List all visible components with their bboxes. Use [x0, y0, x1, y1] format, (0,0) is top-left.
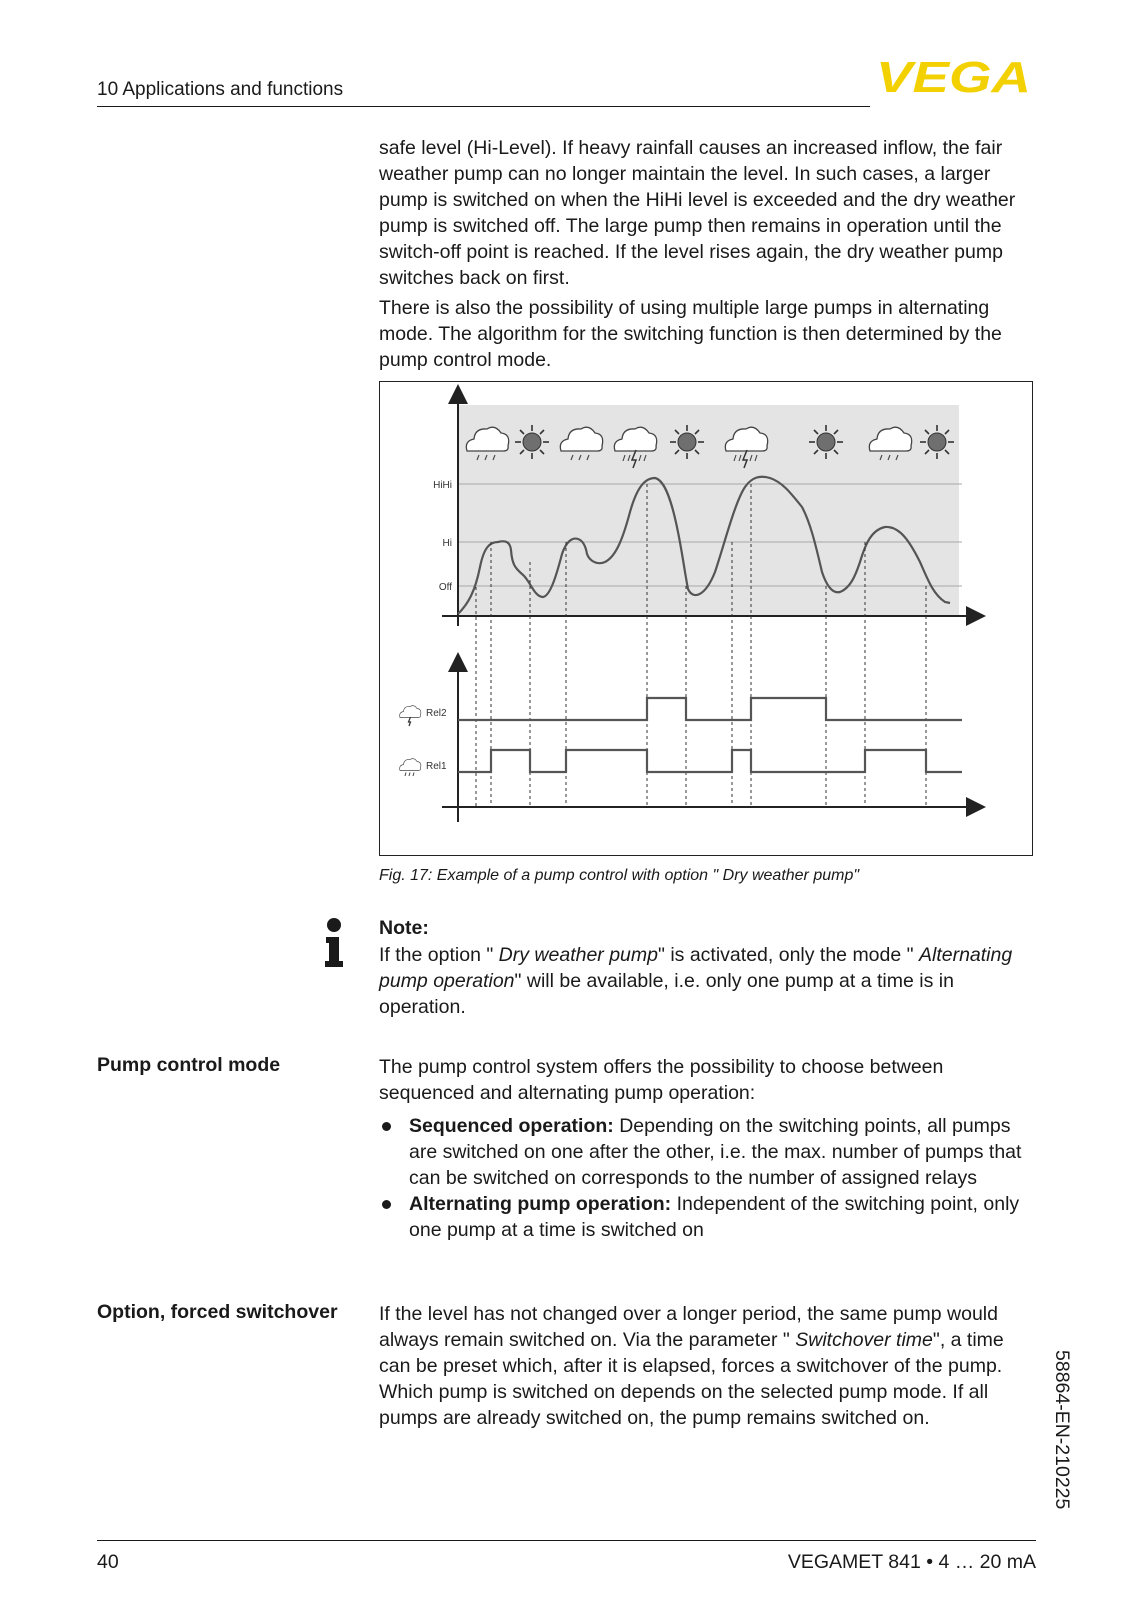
- sun-icon: [920, 425, 954, 459]
- pump-control-intro: The pump control system offers the possibility to choose between sequenced and alternating pump operation:: [379, 1056, 944, 1104]
- page-number: 40: [97, 1551, 119, 1573]
- list-item: Alternating pump operation: Independent of the switching point, only one pump at a time is switched on: [379, 1191, 1039, 1243]
- logo-text: VEGA: [876, 58, 1031, 98]
- note-text: If the option " Dry weather pump" is activated, only the mode " Alternating pump operation" will be available, i.e. only one pump at a time is in operation.: [379, 944, 1013, 1018]
- pump-control-figure: [379, 381, 1033, 856]
- rel1-trace: [458, 750, 962, 772]
- hi-label: Hi: [442, 538, 452, 549]
- bullet-icon: [382, 1200, 391, 1209]
- list-item: Sequenced operation: Depending on the switching points, all pumps are switched on one after the other, i.e. the max. number of pumps that can be switched on corresponds to the number of assigned relays: [379, 1113, 1039, 1191]
- vega-logo: [876, 58, 1033, 98]
- section-header-title: 10 Applications and functions: [97, 79, 344, 100]
- forced-switchover-text: If the level has not changed over a longer period, the same pump would always remain switched on. Via the parameter " Switchover time", a time can be preset which, after it is elapsed, forces a switchover of the pump. Which pump is switched on depends on the selected pump mode. If all pumps are already switched on, the pump remains switched on.: [379, 1303, 1004, 1429]
- bullet-icon: [382, 1122, 391, 1131]
- sun-icon: [515, 425, 549, 459]
- product-name: VEGAMET 841 • 4 … 20 mA: [787, 1551, 1036, 1573]
- hihi-label: HiHi: [433, 480, 452, 491]
- pump-control-diagram: [380, 382, 1032, 855]
- body-paragraph: There is also the possibility of using multiple large pumps in alternating mode. The algorithm for the switching function is then determined by the pump control mode.: [379, 297, 1002, 371]
- rel2-label: Rel2: [426, 708, 447, 719]
- storm-cloud-icon: [400, 706, 421, 726]
- header-rule: [97, 106, 870, 107]
- info-icon: [322, 917, 346, 977]
- forced-switchover-heading: Option, forced switchover: [97, 1301, 338, 1323]
- rain-cloud-icon: [400, 759, 421, 776]
- rel1-label: Rel1: [426, 761, 447, 772]
- figure-caption: Fig. 17: Example of a pump control with option " Dry weather pump": [379, 867, 860, 884]
- off-label: Off: [438, 582, 452, 593]
- rel2-trace: [458, 698, 962, 720]
- note-title: Note:: [379, 917, 429, 939]
- document-code: 58864-EN-210225: [1051, 1350, 1073, 1510]
- pump-control-mode-heading: Pump control mode: [97, 1054, 281, 1076]
- pump-mode-list: [379, 1113, 1039, 1243]
- footer-rule: [97, 1540, 1036, 1541]
- body-paragraph: safe level (Hi-Level). If heavy rainfall causes an increased inflow, the fair weather pump can no longer maintain the level. In such cases, a larger pump is switched on when the HiHi level is exceeded and the dry weather pump is switched off. The large pump then remains in operation until the switch-off point is reached. If the level rises again, the dry weather pump switches back on first.: [379, 137, 1016, 289]
- sun-icon: [670, 425, 704, 459]
- sun-icon: [809, 425, 843, 459]
